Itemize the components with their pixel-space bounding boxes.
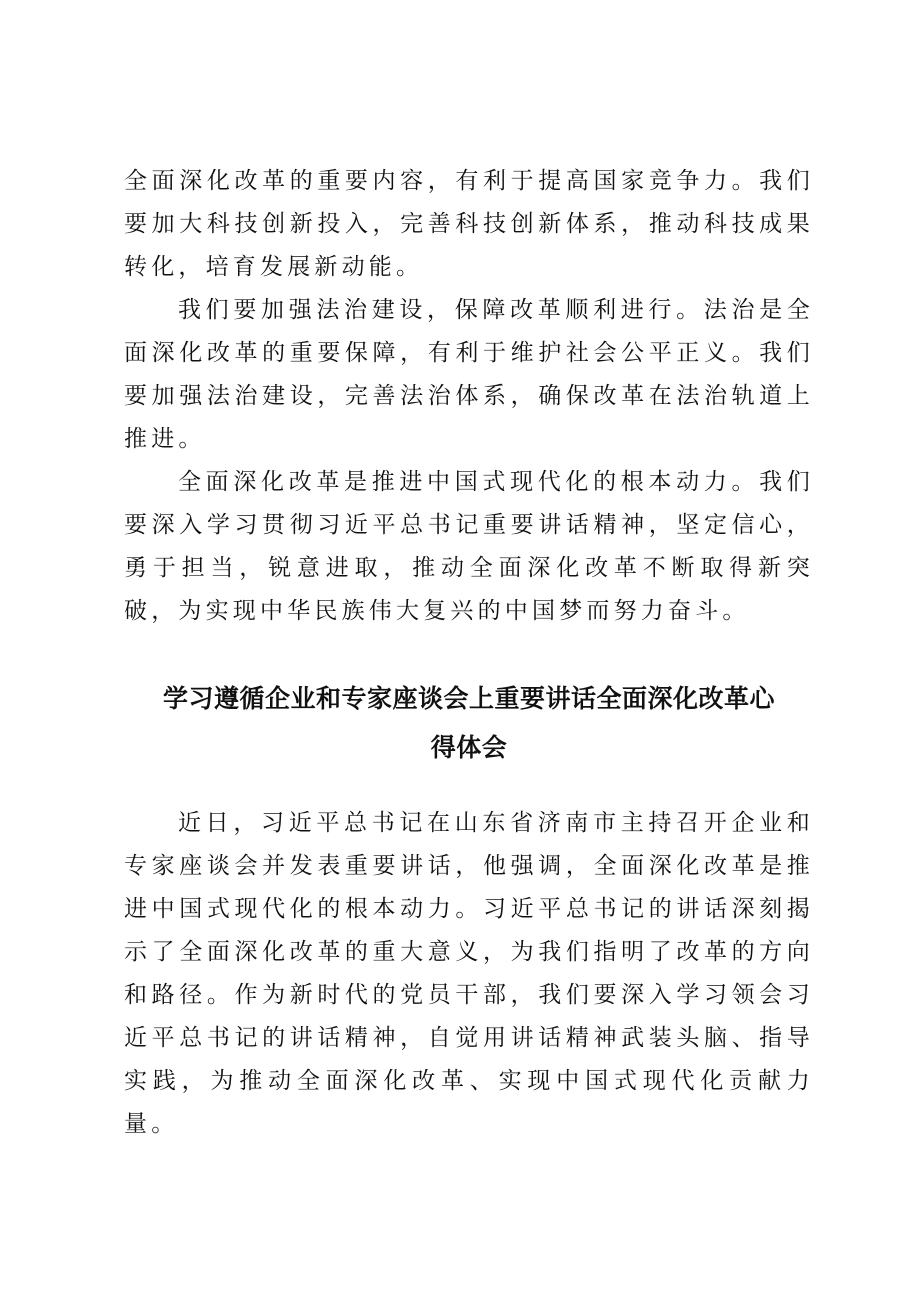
paragraph-conclusion: 全面深化改革是推进中国式现代化的根本动力。我们要深入学习贯彻习近平总书记重要讲话精神，坚定信心，勇于担当，锐意进取，推动全面深化改革不断取得新突破，为实现中华民族伟大复兴的中国梦而努力奋斗。	[124, 469, 814, 624]
paragraph-intro: 近日，习近平总书记在山东省济南市主持召开企业和专家座谈会并发表重要讲话，他强调，全面深化改革是推进中国式现代化的根本动力。习近平总书记的讲话深刻揭示了全面深化改革的重大意义，为我们指明了改革的方向和路径。作为新时代的党员干部，我们要深入学习领会习近平总书记的讲话精神，自觉用讲话精神武装头脑、指导实践，为推动全面深化改革、实现中国式现代化贡献力量。	[124, 810, 814, 1137]
article-title	[124, 674, 814, 772]
paragraph-rule-of-law: 我们要加强法治建设，保障改革顺利进行。法治是全面深化改革的重要保障，有利于维护社会公平正义。我们要加强法治建设，完善法治体系，确保改革在法治轨道上推进。	[124, 297, 814, 452]
document-body	[124, 160, 814, 1146]
article-title-line-1: 学习遵循企业和专家座谈会上重要讲话全面深化改革心	[162, 684, 775, 713]
paragraph-continued: 全面深化改革的重要内容，有利于提高国家竞争力。我们要加大科技创新投入，完善科技创新体系，推动科技成果转化，培育发展新动能。	[124, 168, 814, 280]
article-title-line-2: 得体会	[430, 733, 508, 762]
